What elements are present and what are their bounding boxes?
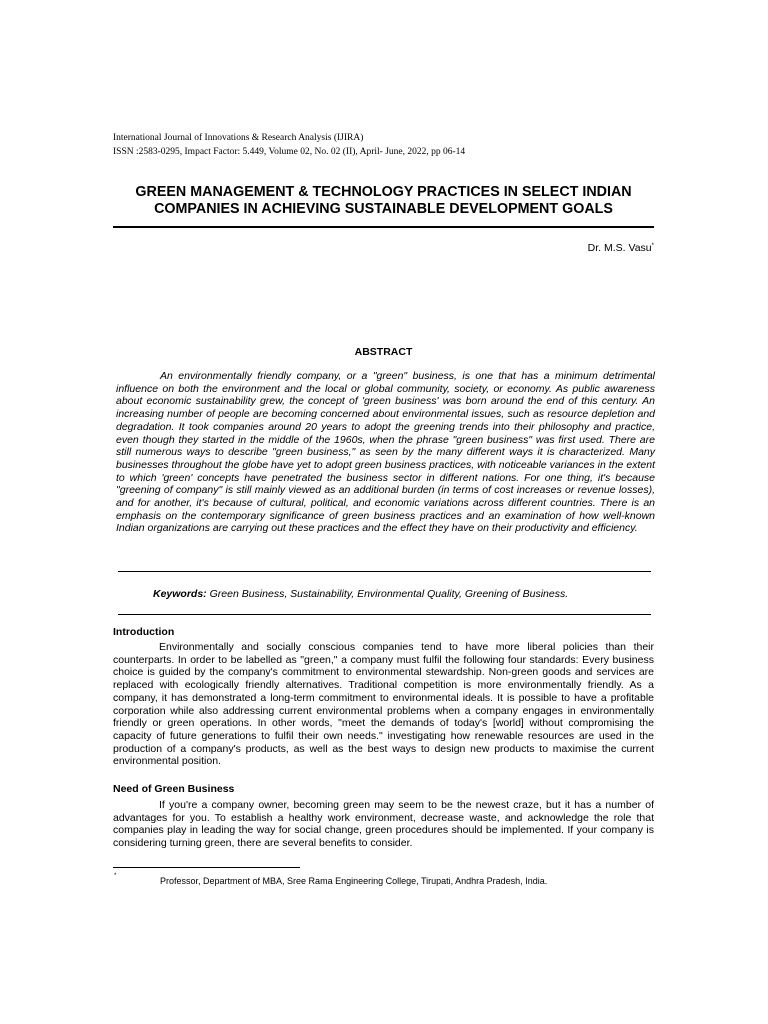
introduction-text: Environmentally and socially conscious companies tend to have more liberal policies than their counterparts. In order to be labelled as "green," a company must fulfil the following four standards: Every business choice is guided by the company's commitment to environmental stewardship. Non-green goods and services are replaced with ecologically friendly alternatives. Traditional competition is more environmentally friendly. As a company, it has demonstrated a long-term commitment to environmental ideals. It is possible to have a profitable corporation while also addressing current environmental problems when a company engages in environmentally friendly or green operations. In other words, "meet the demands of today's [world] without compromising the capacity of future generations to fulfil their own needs." investigating how renewable resources are used in the production of a company's products, as well as the best ways to design new products to maximise the current environmental position. — [113, 641, 654, 768]
author-footnote-mark: * — [651, 243, 654, 249]
keywords-text: Green Business, Sustainability, Environmental Quality, Greening of Business. — [209, 588, 569, 600]
abstract-divider — [118, 571, 651, 572]
footnote-mark: * — [114, 873, 117, 879]
footnote-rule — [113, 867, 300, 868]
keywords-divider — [118, 614, 651, 615]
issn-line: ISSN :2583-0295, Impact Factor: 5.449, Volume 02, No. 02 (II), April- June, 2022, pp 06-14 — [113, 147, 466, 157]
need-heading: Need of Green Business — [113, 783, 235, 795]
keywords-label: Keywords: — [153, 588, 207, 600]
title-line-2: COMPANIES IN ACHIEVING SUSTAINABLE DEVELOPMENT GOALS — [154, 201, 613, 217]
introduction-heading: Introduction — [113, 626, 175, 638]
abstract-heading: ABSTRACT — [354, 346, 413, 358]
journal-name: International Journal of Innovations & Research Analysis (IJIRA) — [113, 133, 364, 143]
author-line — [588, 240, 654, 255]
author-name: Dr. M.S. Vasu — [587, 242, 652, 254]
paper-title — [113, 184, 654, 218]
footnote-text: Professor, Department of MBA, Sree Rama Engineering College, Tirupati, Andhra Pradesh, India. — [160, 876, 548, 886]
need-text: If you're a company owner, becoming green may seem to be the newest craze, but it has a number of advantages for you. To establish a healthy work environment, decrease waste, and acknowledge the role that companies play in leading the way for social change, green procedures should be implemented. If your company is considering turning green, there are several benefits to consider. — [113, 799, 654, 850]
keywords-line — [153, 588, 653, 601]
abstract-text: An environmentally friendly company, or a "green" business, is one that has a minimum detrimental influence on both the environment and the local or global community, society, or economy. As public awareness about economic sustainability grew, the concept of 'green business' was born around the end of this century. An increasing number of people are becoming concerned about environmental issues, such as resource depletion and degradation. It took companies around 20 years to adopt the greening trends into their philosophy and practice, even though they started in the middle of the 1960s, when the phrase "green business" was first used. There are still numerous ways to describe "green business," as seen by the many different ways it is characterized. Many businesses throughout the globe have yet to adopt green business practices, with noticeable variances in the extent to which 'green' concepts have penetrated the business sector in different nations. For one thing, it's because "greening of company" is still mainly viewed as an additional burden (in terms of cost increases or revenue losses), and for another, it's because of cultural, political, and economic variations across different countries. There is an emphasis on the contemporary significance of green business practices and an examination of how well-known Indian organizations are carrying out these practices and the effect they have on their productivity and efficiency. — [116, 370, 655, 535]
title-line-1: GREEN MANAGEMENT & TECHNOLOGY PRACTICES IN SELECT INDIAN — [135, 184, 632, 200]
journal-header — [113, 131, 673, 159]
title-rule — [113, 226, 654, 228]
